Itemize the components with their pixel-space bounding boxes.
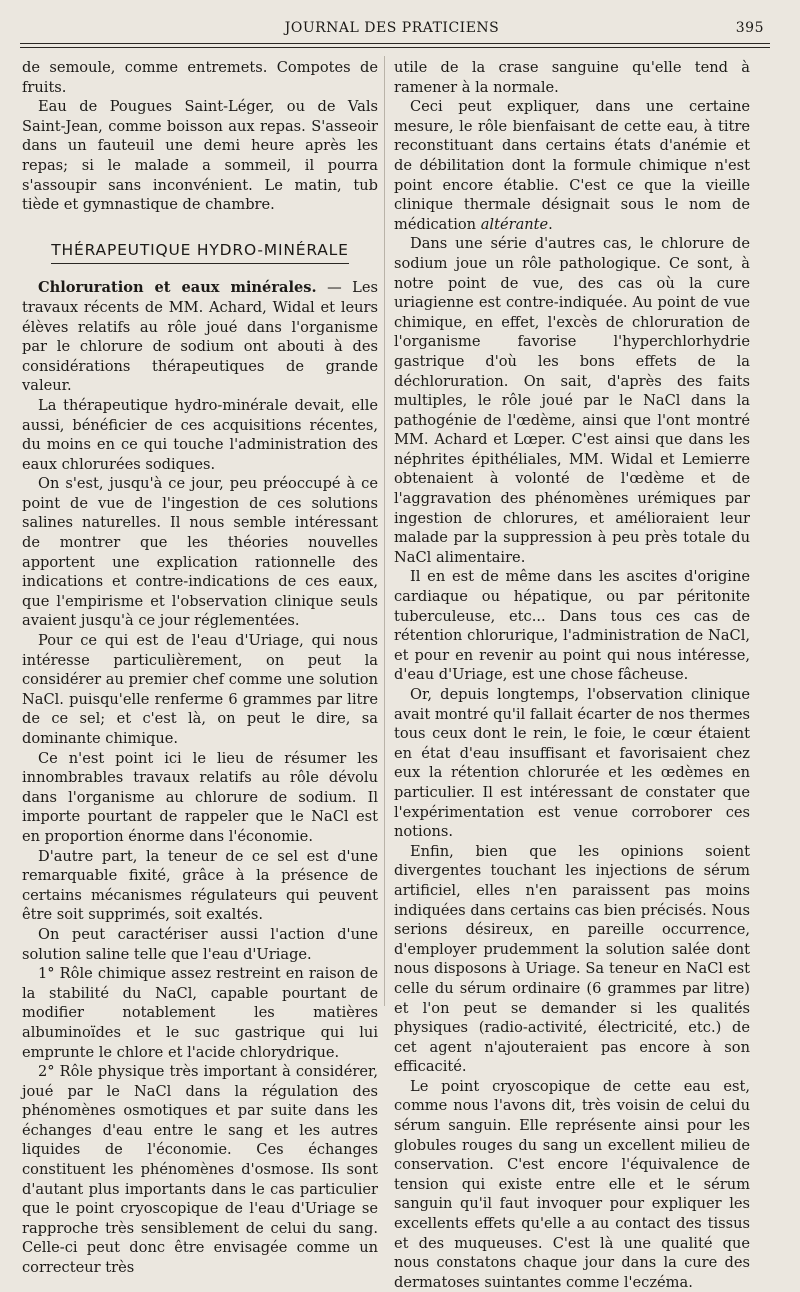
header-rule	[20, 43, 770, 44]
paragraph: Le point cryoscopique de cette eau est, comme nous l'avons dit, très voisin de celui du sérum sanguin. Elle représente ainsi pour les globules rouges du sang un excellent milieu de conservation. C'est encore l'équivalence de tension qui existe entre elle et le sérum sanguin qu'il faut invoquer pour expliquer les excellents effets qu'elle a au contact des tissus et des muqueuses. C'est là une qualité que nous constatons chaque jour dans la cure des dermatoses suintantes comme l'eczéma.	[394, 1077, 750, 1291]
paragraph: 1° Rôle chimique assez restreint en raison de la stabilité du NaCl, capable pourtant de modifier notablement les matières albuminoïdes et le suc gastrique qui lui emprunte le chlore et l'acide chlorydrique.	[22, 965, 378, 1061]
article-title: Chloruration et eaux minérales.	[38, 279, 317, 297]
left-column	[22, 58, 378, 1278]
paragraph: 2° Rôle physique très important à considérer, joué par le NaCl dans la régulation des phénomènes osmotiques et par suite dans les échanges d'eau entre le sang et les autres liquides de l'économie. Ces échanges constituent les phénomènes d'osmose. Ils sont d'autant plus importants dans le cas particulier que le point cryoscopique de l'eau d'Uriage se rapproche très sensiblement de celui du sang. Celle-ci peut donc être envisagée comme un correcteur très	[22, 1063, 378, 1277]
paragraph: D'autre part, la teneur de ce sel est d'une remarquable fixité, grâce à la présence de certains mécanismes régulateurs qui peuvent être soit supprimés, soit exaltés.	[22, 847, 378, 924]
article-first-paragraph	[22, 278, 378, 396]
paragraph: On peut caractériser aussi l'action d'une solution saline telle que l'eau d'Uriage.	[22, 925, 378, 963]
column-divider	[384, 56, 385, 1006]
right-column	[394, 58, 750, 1292]
paragraph: de semoule, comme entremets. Compotes de fruits.	[22, 59, 378, 96]
paragraph: Eau de Pougues Saint-Léger, ou de Vals Saint-Jean, comme boisson aux repas. S'asseoir dans un fauteuil une demi heure après les repas; si le malade a sommeil, il pourra s'assoupir sans inconvénient. Le matin, tub tiède et gymnastique de chambre.	[22, 98, 378, 214]
section-title: THÉRAPEUTIQUE HYDRO-MINÉRALE	[51, 241, 348, 264]
page-header	[20, 18, 764, 44]
article-intro-text: — Les travaux récents de MM. Achard, Widal et leurs élèves relatifs au rôle joué dans l'organisme par le chlorure de sodium ont abouti à des considérations thérapeutiques de grande valeur.	[22, 279, 378, 395]
paragraph: utile de la crase sanguine qu'elle tend à ramener à la normale.	[394, 59, 750, 96]
journal-title: JOURNAL DES PRATICIENS	[284, 20, 500, 36]
paragraph: Ce n'est point ici le lieu de résumer les innombrables travaux relatifs au rôle dévolu dans l'organisme au chlorure de sodium. Il importe pourtant de rappeler que le NaCl est en proportion énorme dans l'économie.	[22, 749, 378, 845]
header-rule-thin	[20, 47, 770, 48]
paragraph-text: .	[548, 215, 553, 233]
paragraph: Il en est de même dans les ascites d'origine cardiaque ou hépatique, ou par péritonite tuberculeuse, etc... Dans tous ces cas de rétention chlorurique, l'administration de NaCl, et pour en revenir au point qui nous intéresse, d'eau d'Uriage, est une chose fâcheuse.	[394, 568, 750, 684]
page-number: 395	[735, 20, 764, 36]
paragraph	[394, 97, 750, 234]
paragraph: Or, depuis longtemps, l'observation clinique avait montré qu'il fallait écarter de nos thermes tous ceux dont le rein, le foie, le cœur étaient en état d'eau insuffisant et favorisaient chez eux la rétention chlorurée et les œdèmes en particulier. Il est intéressant de constater que l'expérimentation est venue corroborer ces notions.	[394, 686, 750, 841]
section-heading	[22, 241, 378, 261]
paragraph: La thérapeutique hydro-minérale devait, elle aussi, bénéficier de ces acquisitions récentes, du moins en ce qui touche l'administration des eaux chlorurées sodiques.	[22, 396, 378, 473]
paragraph: On s'est, jusqu'à ce jour, peu préoccupé à ce point de vue de l'ingestion de ces solutions salines naturelles. Il nous semble intéressant de montrer que les théories nouvelles apportent une explication rationnelle des indications et contre-indications de ces eaux, que l'empirisme et l'observation clinique seuls avaient jusqu'à ce jour réglementées.	[22, 475, 378, 630]
italic-term: altérante	[480, 215, 549, 233]
paragraph: Dans une série d'autres cas, le chlorure de sodium joue un rôle pathologique. Ce sont, à notre point de vue, des cas où la cure uriagienne est contre-indiquée. Au point de vue chimique, en effet, l'excès de chloruration de l'organisme favorise l'hyperchlorhydrie gastrique d'où les bons effets de la déchloruration. On sait, d'après des faits multiples, le rôle joué par le NaCl dans la pathogénie de l'œdème, ainsi que l'ont montré MM. Achard et Lœper. C'est ainsi que dans les néphrites épithéliales, MM. Widal et Lemierre obtenaient à volonté de l'œdème et de l'aggravation des phénomènes urémiques par ingestion de chlorures, et amélioraient leur malade par la suppression à peu près totale du NaCl alimentaire.	[394, 235, 750, 566]
paragraph: Pour ce qui est de l'eau d'Uriage, qui nous intéresse particulièrement, on peut la considérer au premier chef comme une solution NaCl. puisqu'elle renferme 6 grammes par litre de ce sel; et c'est là, on peut le dire, sa dominante chimique.	[22, 632, 378, 747]
paragraph: Enfin, bien que les opinions soient divergentes touchant les injections de sérum artificiel, elles n'en paraissent pas moins indiquées dans certains cas bien précisés. Nous serions désireux, en pareille occurrence, d'employer prudemment la solution salée dont nous disposons à Uriage. Sa teneur en NaCl est celle du sérum ordinaire (6 grammes par litre) et l'on peut se demander si les qualités physiques (radio-activité, électricité, etc.) de cet agent n'ajouteraient pas encore à son efficacité.	[394, 842, 750, 1076]
paragraph-text: Ceci peut expliquer, dans une certaine mesure, le rôle bienfaisant de cette eau, à titre reconstituant dans certains états d'anémie et de débilitation dont la formule chimique n'est point encore établie. C'est ce que la vieille clinique thermale désignait sous le nom de médication	[394, 98, 750, 233]
